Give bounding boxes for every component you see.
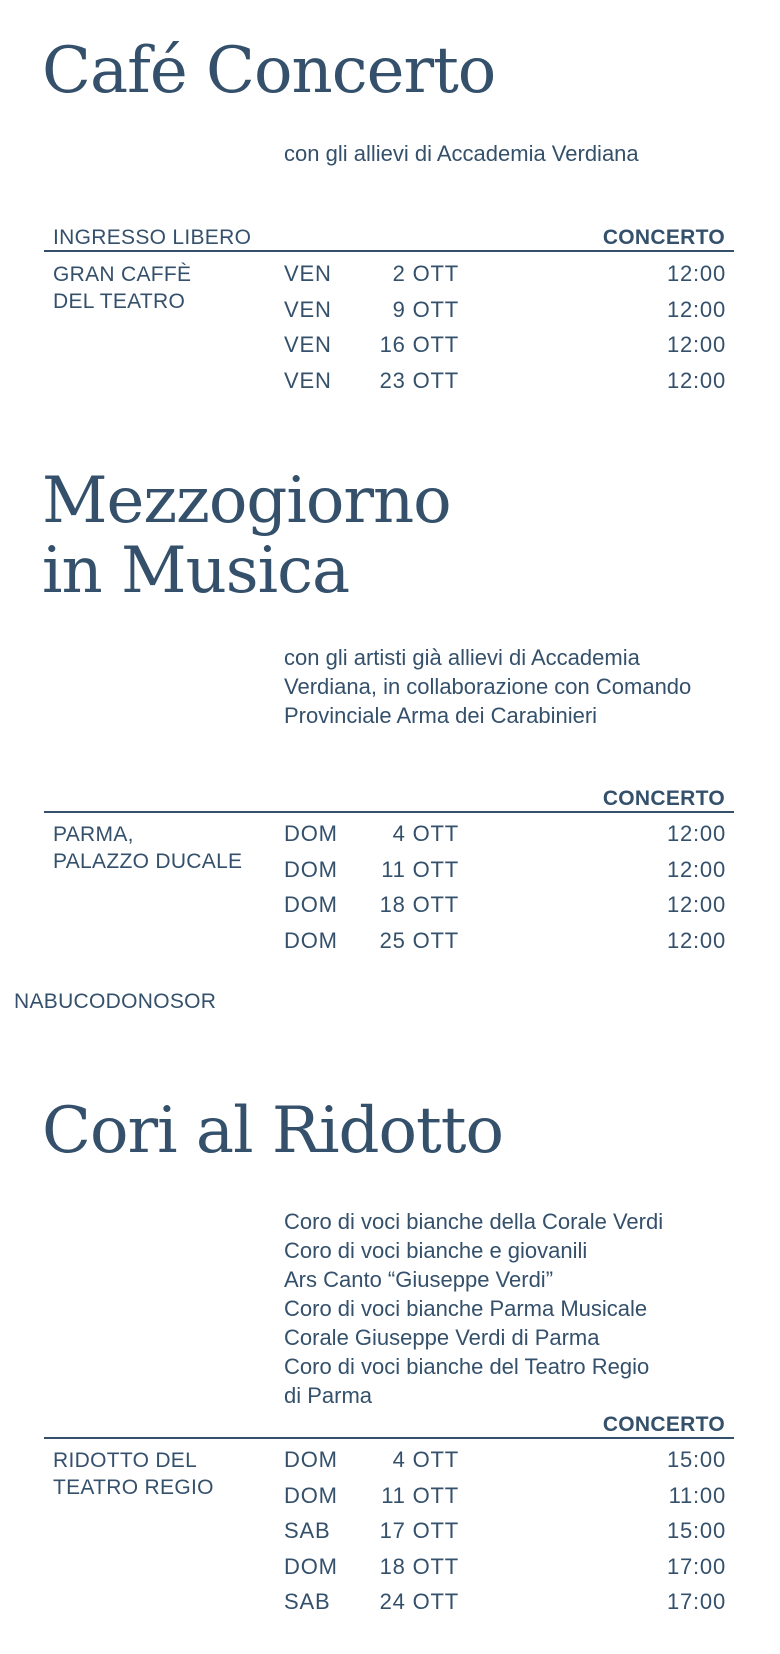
schedule-header <box>44 222 734 252</box>
time-cell: 11:00 <box>668 1482 726 1508</box>
schedule-row <box>284 1589 726 1625</box>
section-subtitle: con gli allievi di Accademia Verdiana <box>284 141 639 166</box>
section-title-mezzogiorno-in-musica: Mezzogiorno in Musica <box>42 464 451 608</box>
date-cell: 18 OTT <box>379 892 459 917</box>
date-cell: 4 OTT <box>392 1447 459 1472</box>
time-cell: 12:00 <box>666 296 726 322</box>
schedule-list <box>284 821 726 963</box>
time-cell: 15:00 <box>666 1518 726 1543</box>
schedule-row <box>284 857 726 893</box>
day-cell: SAB <box>284 1589 331 1614</box>
time-cell: 12:00 <box>666 332 726 357</box>
schedule-header <box>44 783 734 813</box>
date-cell: 4 OTT <box>392 821 459 846</box>
date-cell: 2 OTT <box>392 261 459 286</box>
day-cell: DOM <box>284 821 338 846</box>
schedule-header <box>44 1409 734 1439</box>
day-cell: DOM <box>284 1553 338 1579</box>
day-cell: DOM <box>284 1482 338 1508</box>
schedule-row <box>284 1554 726 1590</box>
date-cell: 11 OTT <box>381 1482 459 1508</box>
venue-label: RIDOTTO DEL TEATRO REGIO <box>53 1449 214 1499</box>
time-cell: 12:00 <box>666 856 726 882</box>
admission-label: INGRESSO LIBERO <box>53 226 252 249</box>
column-header-concerto: CONCERTO <box>602 1413 725 1436</box>
schedule-list <box>284 1447 726 1625</box>
schedule-row <box>284 928 726 964</box>
date-cell: 16 OTT <box>379 332 459 357</box>
day-cell: SAB <box>284 1518 331 1543</box>
section-subtitle: Coro di voci bianche della Corale Verdi Coro di voci bianche e giovanili Ars Canto “Giuseppe Verdi” Coro di voci bianche Parma Musicale Corale Giuseppe Verdi di Parma Coro di voci bianche del Teatro Regio di Parma <box>284 1209 664 1408</box>
date-cell: 18 OTT <box>379 1553 459 1579</box>
schedule-row <box>284 1483 726 1519</box>
day-cell: VEN <box>284 296 332 322</box>
date-cell: 24 OTT <box>379 1589 459 1614</box>
date-cell: 23 OTT <box>379 367 459 393</box>
schedule-row <box>284 297 726 333</box>
time-cell: 15:00 <box>666 1447 726 1472</box>
column-header-concerto: CONCERTO <box>602 787 725 810</box>
time-cell: 17:00 <box>666 1553 726 1579</box>
schedule-row <box>284 332 726 368</box>
schedule-row <box>284 1518 726 1554</box>
date-cell: 9 OTT <box>392 296 459 322</box>
schedule-list <box>284 261 726 403</box>
venue-label: GRAN CAFFÈ DEL TEATRO <box>53 263 192 313</box>
day-cell: VEN <box>284 367 332 393</box>
schedule-row <box>284 1447 726 1483</box>
day-cell: VEN <box>284 261 332 286</box>
venue-label: PARMA, PALAZZO DUCALE <box>53 823 243 873</box>
date-cell: 25 OTT <box>379 927 459 953</box>
day-cell: VEN <box>284 332 332 357</box>
event-label: NABUCODONOSOR <box>14 990 217 1013</box>
schedule-row <box>284 261 726 297</box>
day-cell: DOM <box>284 927 338 953</box>
time-cell: 12:00 <box>666 927 726 953</box>
time-cell: 17:00 <box>666 1589 726 1614</box>
time-cell: 12:00 <box>666 821 726 846</box>
section-title-cori-al-ridotto: Cori al Ridotto <box>42 1094 503 1168</box>
date-cell: 11 OTT <box>381 856 459 882</box>
time-cell: 12:00 <box>666 892 726 917</box>
schedule-row <box>284 892 726 928</box>
time-cell: 12:00 <box>666 261 726 286</box>
schedule-row <box>284 821 726 857</box>
column-header-concerto: CONCERTO <box>602 226 725 249</box>
day-cell: DOM <box>284 856 338 882</box>
time-cell: 12:00 <box>666 367 726 393</box>
section-title-cafe-concerto: Café Concerto <box>42 34 496 108</box>
day-cell: DOM <box>284 1447 338 1472</box>
section-subtitle: con gli artisti già allievi di Accademia Verdiana, in collaborazione con Comando Provinciale Arma dei Carabinieri <box>284 645 692 728</box>
day-cell: DOM <box>284 892 338 917</box>
date-cell: 17 OTT <box>379 1518 459 1543</box>
schedule-row <box>284 368 726 404</box>
